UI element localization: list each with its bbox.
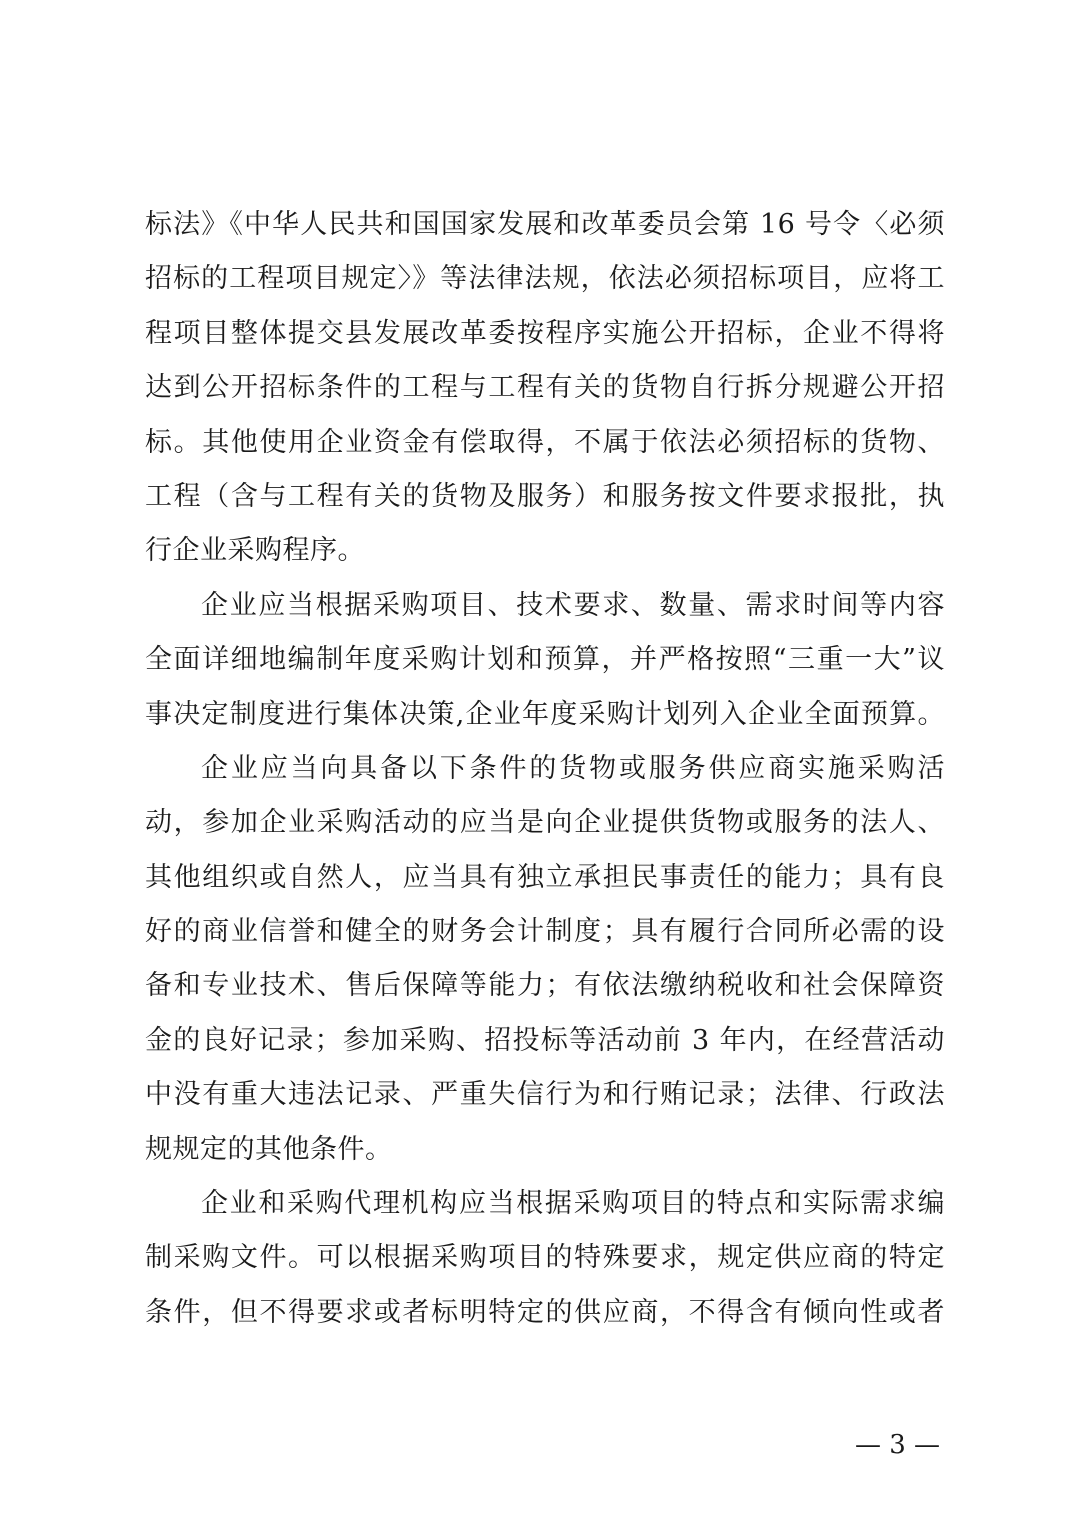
text-line: 备和专业技术、售后保障等能力；有依法缴纳税收和社会保障资: [145, 970, 945, 1002]
text-line: 程项目整体提交县发展改革委按程序实施公开招标，企业不得将: [145, 317, 945, 349]
paragraph: [145, 1177, 945, 1340]
text-line: 企业应当向具备以下条件的货物或服务供应商实施采购活: [201, 752, 945, 784]
text-line: 企业应当根据采购项目、技术要求、数量、需求时间等内容: [201, 589, 945, 621]
text-line: 标法》《中华人民共和国国家发展和改革委员会第 16 号令〈必须: [145, 209, 945, 240]
text-line: 中没有重大违法记录、严重失信行为和行贿记录；法律、行政法: [145, 1079, 945, 1111]
text-line: 好的商业信誉和健全的财务会计制度；具有履行合同所必需的设: [145, 916, 945, 948]
text-line: 事决定制度进行集体决策,企业年度采购计划列入企业全面预算。: [145, 698, 945, 730]
text-line: 规规定的其他条件。: [145, 1133, 393, 1165]
text-line: 企业和采购代理机构应当根据采购项目的特点和实际需求编: [201, 1188, 945, 1220]
text-line: 金的良好记录；参加采购、招投标等活动前 3 年内，在经营活动: [145, 1024, 945, 1056]
paragraph: [145, 198, 945, 579]
document-body: [145, 198, 945, 1340]
paragraph: [145, 742, 945, 1177]
text-line: 制采购文件。可以根据采购项目的特殊要求，规定供应商的特定: [145, 1242, 945, 1274]
text-line: 招标的工程项目规定〉》等法律法规，依法必须招标项目，应将工: [145, 263, 945, 295]
text-line: 工程（含与工程有关的货物及服务）和服务按文件要求报批，执: [145, 480, 945, 512]
text-line: 达到公开招标条件的工程与工程有关的货物自行拆分规避公开招: [145, 372, 945, 404]
text-line: 动，参加企业采购活动的应当是向企业提供货物或服务的法人、: [145, 807, 945, 839]
text-line: 标。其他使用企业资金有偿取得，不属于依法必须招标的货物、: [145, 426, 945, 458]
text-line: 全面详细地编制年度采购计划和预算，并严格按照“三重一大”议: [145, 644, 945, 676]
paragraph: [145, 579, 945, 742]
text-line: 其他组织或自然人，应当具有独立承担民事责任的能力；具有良: [145, 861, 945, 893]
text-line: 行企业采购程序。: [145, 535, 365, 567]
text-line: 条件，但不得要求或者标明特定的供应商，不得含有倾向性或者: [145, 1296, 945, 1328]
page-number: — 3 —: [854, 1430, 941, 1460]
